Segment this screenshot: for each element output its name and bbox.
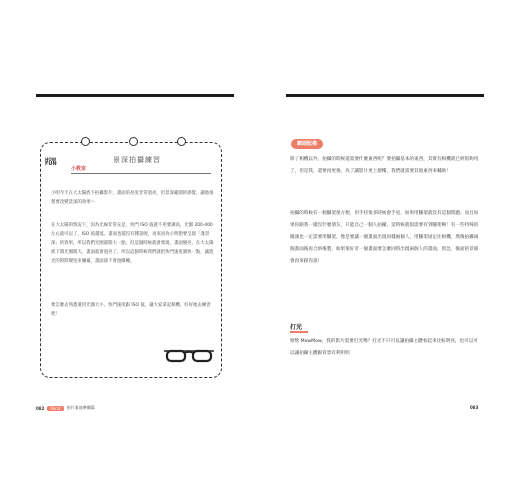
right-paragraph-2: 拍攝的時候有一個腳架很方便，用手持很多時候會手晃，如果用腳架就沒有這個問題。而且如果你跟我一樣沒什麼朋友，只能自己一個人拍攝，這時候就很需要有到腳架啊！有一些特殊的鏡頭也一定需要用腳架，像是要讓一個畫面出現同樣兩個人，用腳架固定住相機，然後拍攝兩個畫面後再合併後製，如果很好奇一個畫面要怎麼同時出現兩個人的畫面，別急，後面的章節會再來跟你說！ [290, 211, 479, 264]
section-name: 拍片事前準備篇 [66, 405, 95, 410]
section-heading: 打光 [290, 324, 303, 331]
glasses-icon [163, 349, 215, 363]
classroom-label: 小教室 [71, 166, 87, 172]
badge-top: HOW [45, 157, 57, 162]
box-paragraph-1: 小明今天在大太陽底下拍攝影片，畫面的亮度非常過亮，但景深範圍的感覺，讓他很想要改變景深的效果～ [51, 191, 214, 205]
part-badge: Part2 [47, 406, 63, 411]
binder-hole [129, 137, 138, 146]
binder-hole [177, 137, 186, 146]
page-number-right: 083 [470, 405, 479, 410]
box-paragraph-3: 要怎麼去熟悉運用光圈大小、快門速度跟 ISO 值，讓大家拿起相機，好好地去練習吧！ [51, 303, 211, 317]
footer-left [36, 405, 95, 411]
tip-box [40, 142, 222, 378]
top-rule-left [36, 94, 234, 97]
top-rule-right [286, 94, 484, 97]
box-paragraph-2: 在大太陽的情況下，因為光線非常充足，快門 ISO 值就不用要調高，光圈 200-400 左右就可以了，ISO 值越低，畫面也越沒有雜訊喔，再來因為小明想要呈現「淺景深」的效果，所以我們光圈就開大一點，但這個時候就會發現，畫面變亮，在大太陽底下開光圈開大，畫面就會過亮了，所以這個時候我們就把快門速度調快一點，讓進光的時間變短來彌補，畫面就不會過曝囉。 [51, 223, 214, 264]
section-tag: 鏡頭配備 [291, 139, 323, 149]
right-paragraph-1: 除了相機以外，拍攝的時候還需要什麼東西呢？要拍攝基本的東西，其實有相機就已經很夠用了，但是我，還要再更強，為了讓影片更上層樓，我們就需要其他東西來輔助！ [290, 157, 479, 174]
box-title: 景深拍攝練習 [113, 156, 161, 164]
right-paragraph-3: 欸欸 MowMow，我的影片需要打光嗎？打光不只可以讓拍攝主體看起來比較明亮，也可以可以讓拍攝主體跟背景有利用明 [290, 339, 478, 356]
title-underline [71, 173, 211, 174]
howfun-badge [45, 157, 57, 167]
binder-hole [81, 137, 90, 146]
badge-bottom: FUN [45, 161, 57, 167]
page-number-left: 082 [36, 405, 45, 411]
heading-underline [290, 331, 308, 333]
